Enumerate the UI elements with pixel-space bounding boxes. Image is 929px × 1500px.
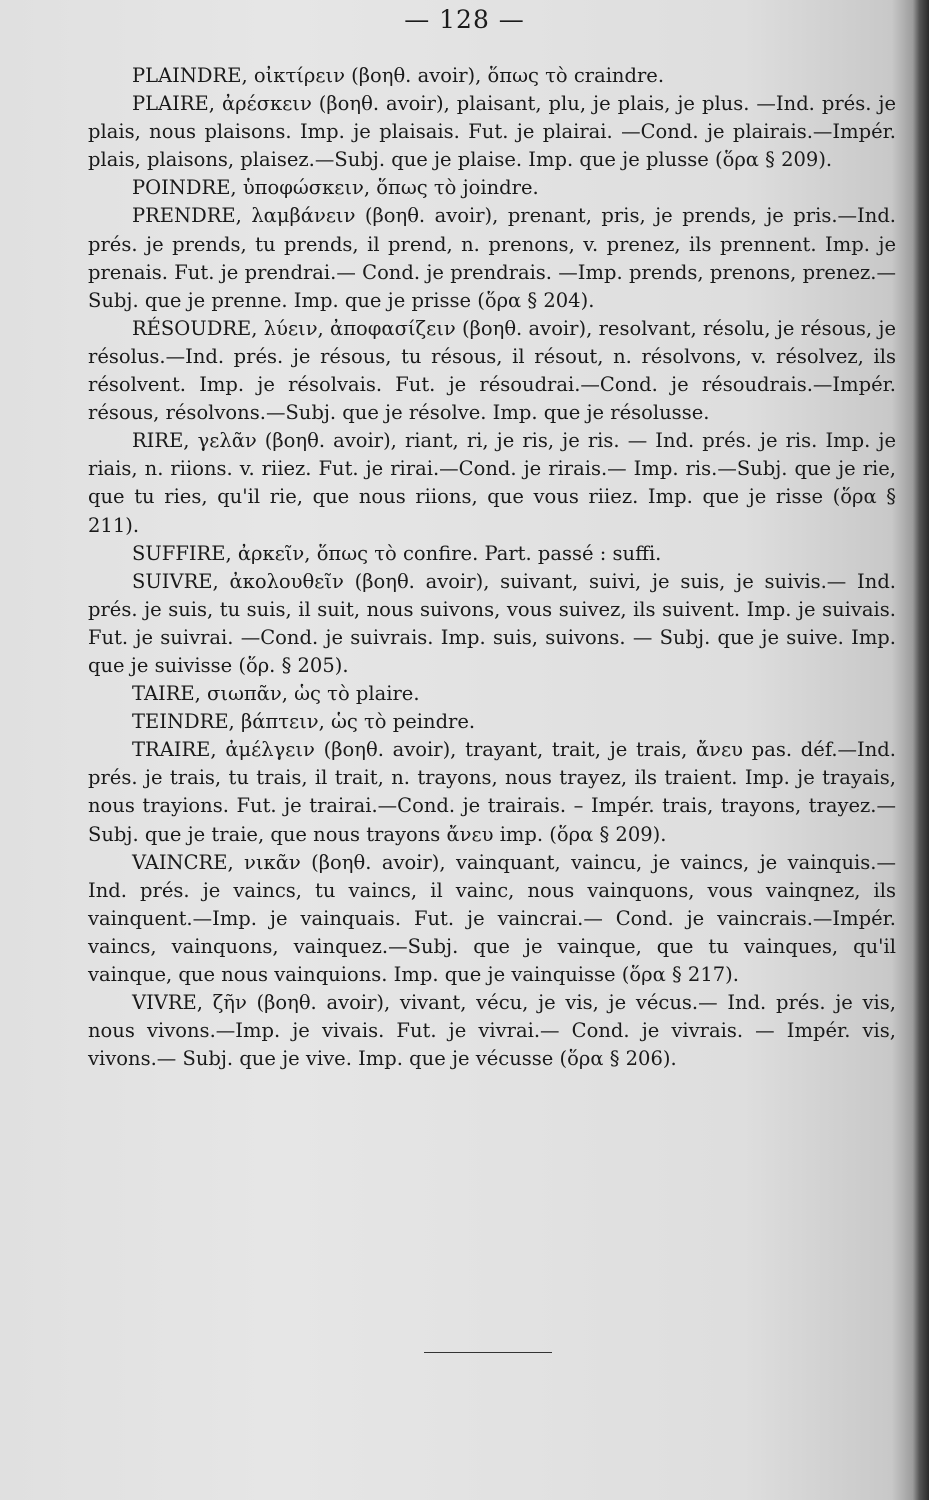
entry-taire: TAIRE, σιωπᾶν, ὡς τὸ plaire. — [132, 682, 420, 706]
entry-suivre: SUIVRE, ἀκολουθεῖν (βοηθ. avoir), suivant, suivi, je suis, je suivis.— Ind. prés. je suis, tu suis, il suit, nous suivons, vous suivez, ils suivent. Imp. je suivais. Fut. je suivrai. —Cond. je suivrais. Imp. suis, suivons. — Subj. que je suive. Imp. que je suivisse (ὅρ. § 205). — [88, 569, 896, 677]
entry-plaindre: PLAINDRE, οἰκτίρειν (βοηθ. avoir), ὅπως τὸ craindre. — [132, 64, 665, 87]
entry-rire: RIRE, γελᾶν (βοηθ. avoir), riant, ri, je ris, je ris. — Ind. prés. je ris. Imp. je riais, n. riions. v. riiez. Fut. je rirai.—Cond. je rirais.— Imp. ris.—Subj. que je rie, que tu ries, qu'il rie, que nous riions, que vous riiez. Imp. que je risse (ὅρα § 211). — [88, 429, 896, 537]
page-binding-edge — [913, 0, 929, 1500]
entry-resoudre: RÉSOUDRE, λύειν, ἀποφασίζειν (βοηθ. avoir), resolvant, résolu, je résous, je résolus.—Ind. prés. je résous, tu résous, il résout, n. résolvons, v. résolvez, ils résolvent. Imp. je résolvais. Fut. je résoudrai.—Cond. je résoudrais.—Impér. résous, résolvons.—Subj. que je résolve. Imp. que je résolusse. — [88, 316, 896, 425]
end-rule-divider — [424, 1352, 552, 1353]
entry-teindre: TEINDRE, βάπτειν, ὡς τὸ peindre. — [132, 710, 476, 734]
entry-vaincre: VAINCRE, νικᾶν (βοηθ. avoir), vainquant, vaincu, je vaincs, je vainquis.—Ind. prés. je vaincs, tu vaincs, il vainc, nous vainquons, vous vainqnez, ils vainquent.—Imp. je vainquais. Fut. je vaincrai.— Cond. je vaincrais.—Impér. vaincs, vainquons, vainquez.—Subj. que je vainque, que tu vainques, qu'il vainque, que nous vainquions. Imp. que je vainquisse (ὅρα § 217). — [88, 850, 896, 986]
entry-traire: TRAIRE, ἀμέλγειν (βοηθ. avoir), trayant, trait, je trais, ἄνευ pas. déf.—Ind. prés. je trais, tu trais, il trait, n. trayons, nous trayez, ils traient. Imp. je trayais, nous trayions. Fut. je trairai.—Cond. je trairais. – Impér. trais, trayons, trayez.—Subj. que je traie, que nous trayons ἄνευ imp. (ὅρα § 209). — [88, 738, 896, 846]
entry-suffire: SUFFIRE, ἀρκεῖν, ὅπως τὸ confire. Part. passé : suffi. — [132, 541, 662, 565]
entry-prendre: PRENDRE, λαμβάνειν (βοηθ. avoir), prenant, pris, je prends, je pris.—Ind. prés. je prends, tu prends, il prend, n. prenons, v. prenez, ils prennent. Imp. je prenais. Fut. je prendrai.— Cond. je prendrais. —Imp. prends, prenons, prenez.— Subj. que je prenne. Imp. que je prisse (ὅρα § 204). — [88, 204, 896, 312]
entry-vivre: VIVRE, ζῆν (βοηθ. avoir), vivant, vécu, je vis, je vécus.— Ind. prés. je vis, nous vivons.—Imp. je vivais. Fut. je vivrai.— Cond. je vivrais. — Impér. vis, vivons.— Subj. que je vive. Imp. que je vécusse (ὅρα § 206). — [88, 991, 896, 1071]
entry-plaire: PLAIRE, ἀρέσκειν (βοηθ. avoir), plaisant, plu, je plais, je plus. —Ind. prés. je plais, nous plaisons. Imp. je plaisais. Fut. je plairai. —Cond. je plairais.—Impér. plais, plaisons, plaisez.—Subj. que je plaise. Imp. que je plusse (ὅρα § 209). — [88, 92, 896, 172]
page-number: — 128 — — [404, 5, 525, 34]
entry-poindre: POINDRE, ὑποφώσκειν, ὅπως τὸ joindre. — [132, 176, 539, 200]
verb-entries — [88, 62, 896, 1073]
